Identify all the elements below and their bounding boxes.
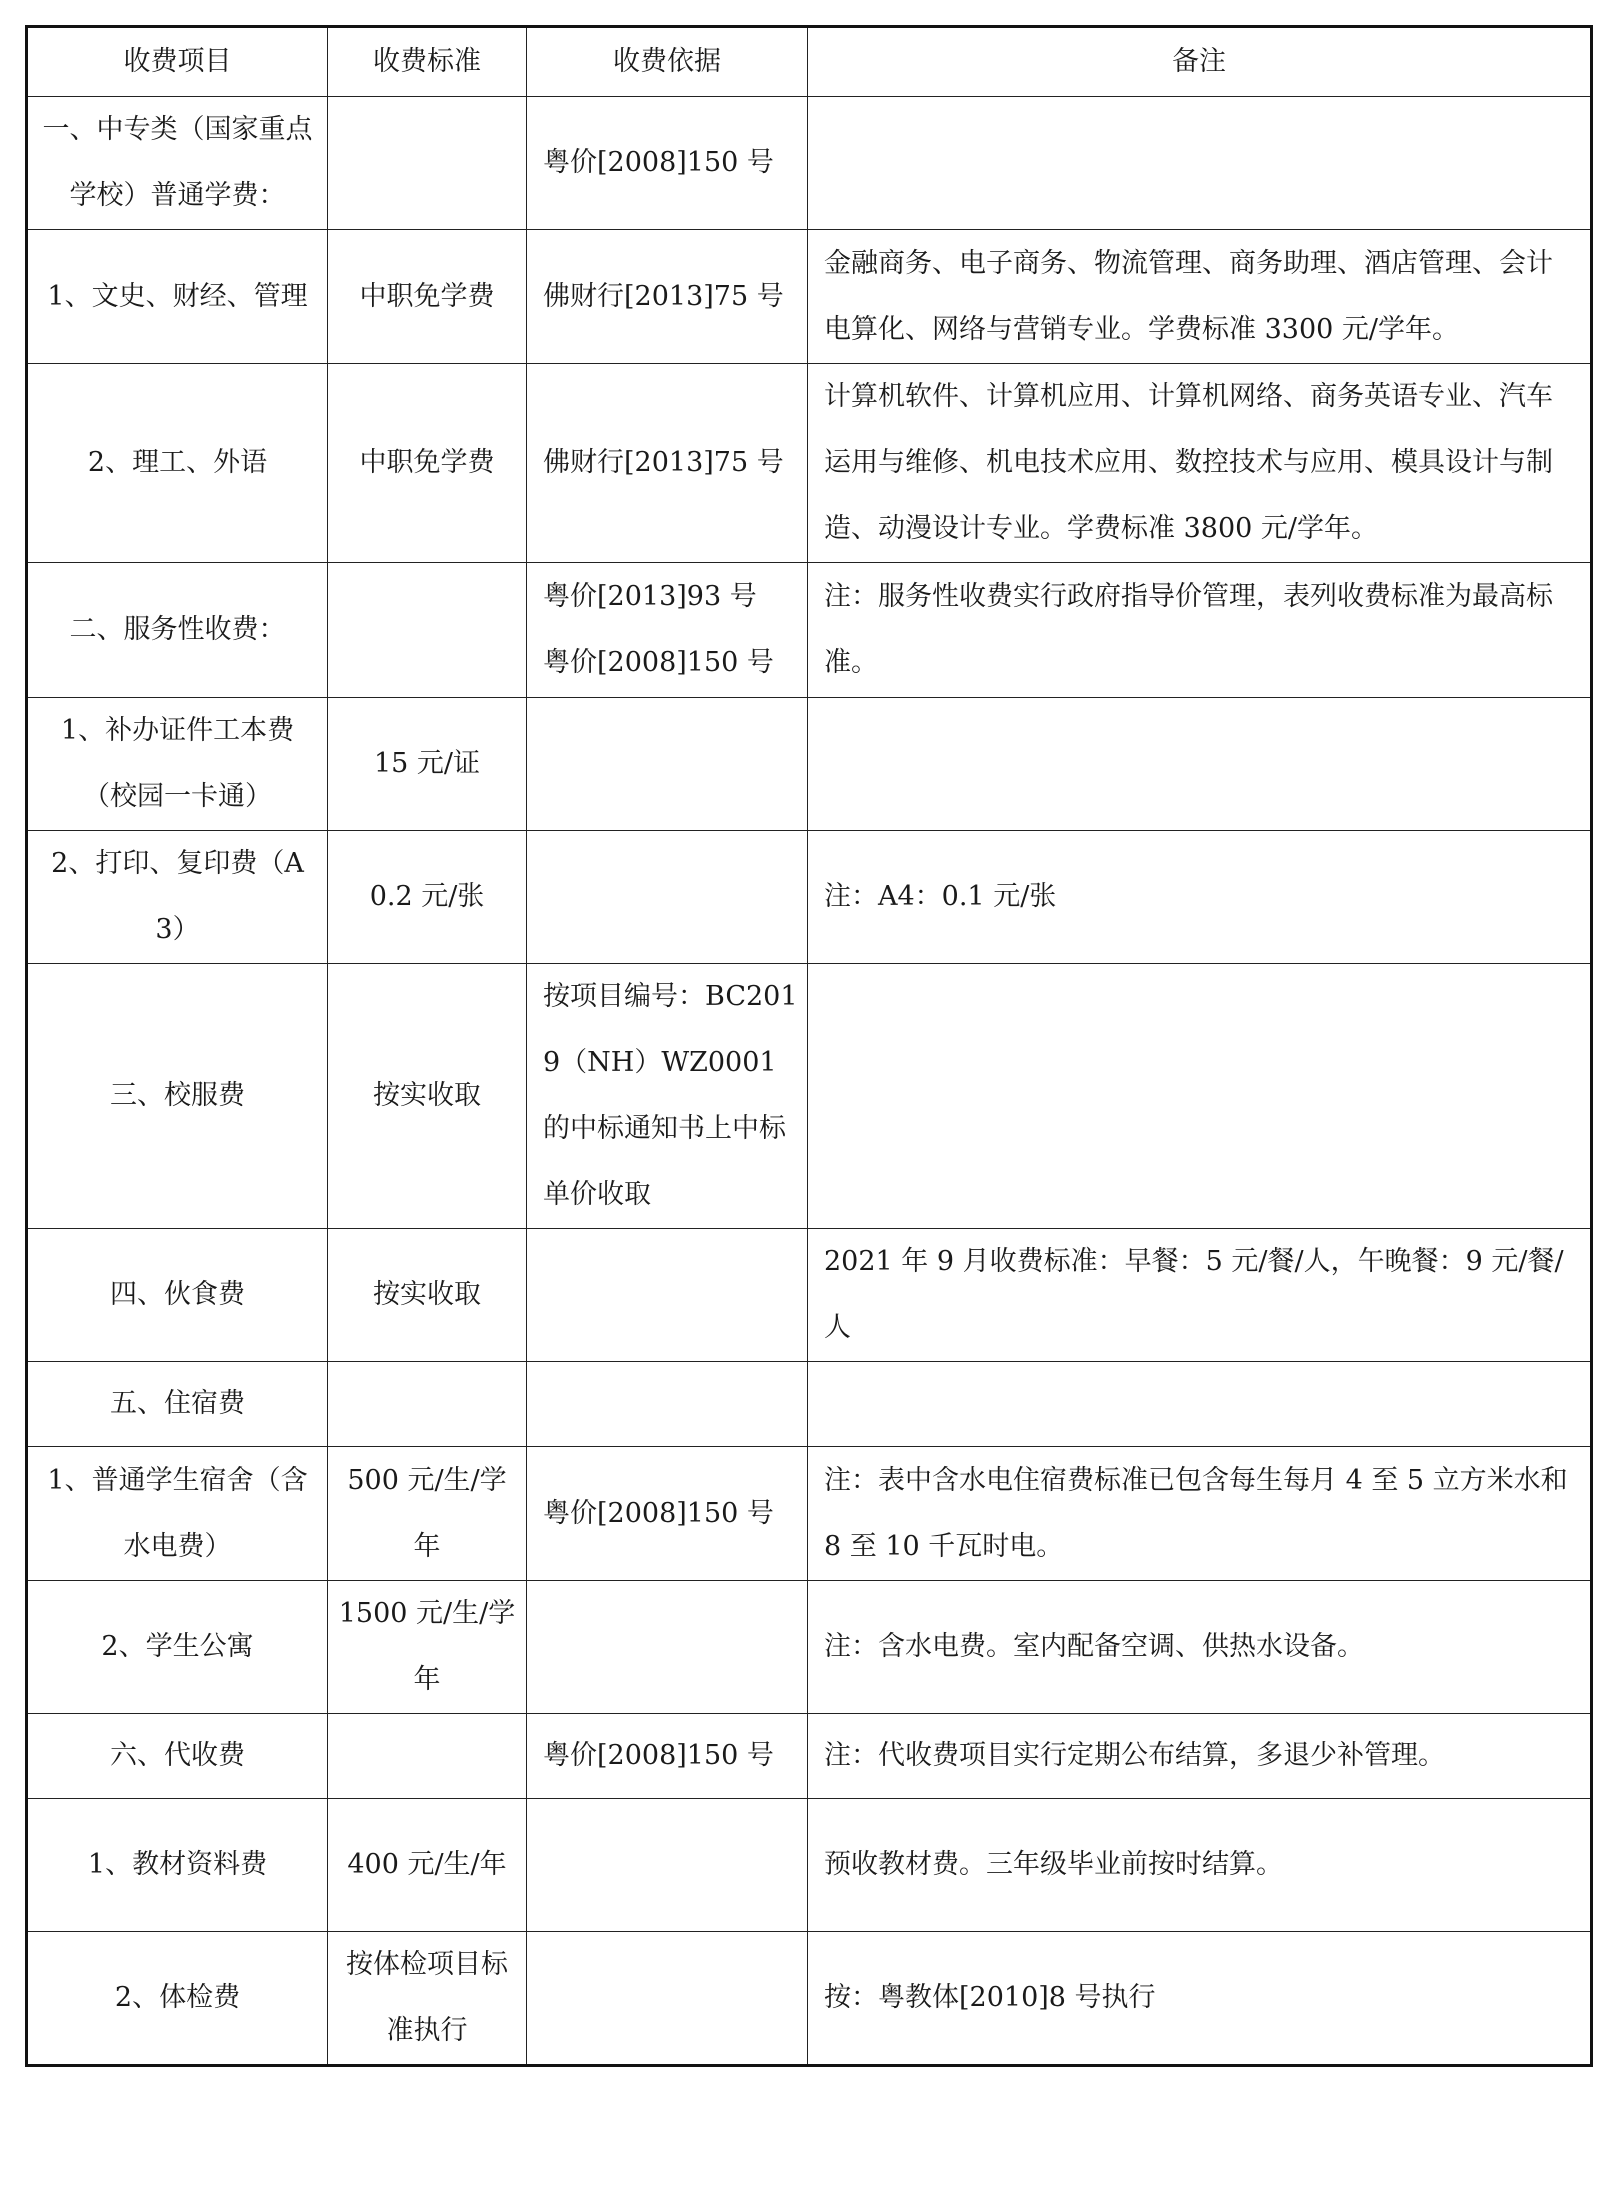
cell-note: 注：代收费项目实行定期公布结算，多退少补管理。 — [808, 1714, 1592, 1799]
table-row — [27, 1362, 1592, 1447]
cell-standard: 400 元/生/年 — [328, 1799, 527, 1932]
cell-basis: 粤价[2008]150 号 — [527, 97, 808, 230]
table-body — [27, 97, 1592, 2066]
cell-item: 2、理工、外语 — [27, 364, 328, 563]
cell-item: 二、服务性收费： — [27, 563, 328, 698]
header-item: 收费项目 — [27, 27, 328, 97]
cell-item: 2、学生公寓 — [27, 1581, 328, 1714]
cell-note: 按：粤教体[2010]8 号执行 — [808, 1932, 1592, 2066]
cell-standard: 中职免学费 — [328, 364, 527, 563]
table-row — [27, 831, 1592, 964]
cell-standard: 1500 元/生/学年 — [328, 1581, 527, 1714]
cell-item: 2、打印、复印费（A3） — [27, 831, 328, 964]
cell-standard: 0.2 元/张 — [328, 831, 527, 964]
cell-standard: 500 元/生/学年 — [328, 1447, 527, 1581]
cell-item: 五、住宿费 — [27, 1362, 328, 1447]
cell-standard — [328, 1362, 527, 1447]
cell-basis — [527, 1799, 808, 1932]
header-standard: 收费标准 — [328, 27, 527, 97]
table-row — [27, 1932, 1592, 2066]
cell-note — [808, 964, 1592, 1229]
table-row — [27, 230, 1592, 364]
cell-note: 计算机软件、计算机应用、计算机网络、商务英语专业、汽车运用与维修、机电技术应用、数控技术与应用、模具设计与制造、动漫设计专业。学费标准 3800 元/学年。 — [808, 364, 1592, 563]
cell-basis: 佛财行[2013]75 号 — [527, 364, 808, 563]
cell-basis: 粤价[2013]93 号 粤价[2008]150 号 — [527, 563, 808, 698]
table-row — [27, 97, 1592, 230]
cell-standard: 按实收取 — [328, 1229, 527, 1362]
cell-item: 六、代收费 — [27, 1714, 328, 1799]
cell-basis — [527, 1932, 808, 2066]
table-row — [27, 1799, 1592, 1932]
header-note: 备注 — [808, 27, 1592, 97]
cell-item: 1、文史、财经、管理 — [27, 230, 328, 364]
cell-basis — [527, 831, 808, 964]
cell-standard: 中职免学费 — [328, 230, 527, 364]
cell-note — [808, 1362, 1592, 1447]
cell-note: 注：服务性收费实行政府指导价管理，表列收费标准为最高标准。 — [808, 563, 1592, 698]
cell-item: 1、普通学生宿舍（含水电费） — [27, 1447, 328, 1581]
cell-basis: 粤价[2008]150 号 — [527, 1714, 808, 1799]
cell-basis — [527, 1229, 808, 1362]
cell-basis: 按项目编号：BC2019（NH）WZ0001 的中标通知书上中标单价收取 — [527, 964, 808, 1229]
cell-note: 注：含水电费。室内配备空调、供热水设备。 — [808, 1581, 1592, 1714]
cell-standard — [328, 563, 527, 698]
cell-item: 一、中专类（国家重点学校）普通学费： — [27, 97, 328, 230]
table-row — [27, 964, 1592, 1229]
cell-item: 三、校服费 — [27, 964, 328, 1229]
table-row — [27, 1581, 1592, 1714]
cell-note: 2021 年 9 月收费标准：早餐：5 元/餐/人，午晚餐：9 元/餐/人 — [808, 1229, 1592, 1362]
cell-note: 金融商务、电子商务、物流管理、商务助理、酒店管理、会计电算化、网络与营销专业。学费标准 3300 元/学年。 — [808, 230, 1592, 364]
cell-basis — [527, 1362, 808, 1447]
cell-item: 1、教材资料费 — [27, 1799, 328, 1932]
cell-standard: 15 元/证 — [328, 698, 527, 831]
cell-standard: 按实收取 — [328, 964, 527, 1229]
cell-basis — [527, 1581, 808, 1714]
cell-basis: 粤价[2008]150 号 — [527, 1447, 808, 1581]
table-row — [27, 1229, 1592, 1362]
cell-item: 四、伙食费 — [27, 1229, 328, 1362]
header-basis: 收费依据 — [527, 27, 808, 97]
cell-item: 2、体检费 — [27, 1932, 328, 2066]
cell-standard: 按体检项目标准执行 — [328, 1932, 527, 2066]
fee-table — [25, 25, 1593, 2067]
cell-standard — [328, 97, 527, 230]
cell-note — [808, 698, 1592, 831]
table-row — [27, 1714, 1592, 1799]
table-header-row — [27, 27, 1592, 97]
cell-standard — [328, 1714, 527, 1799]
cell-basis: 佛财行[2013]75 号 — [527, 230, 808, 364]
cell-item: 1、补办证件工本费（校园一卡通） — [27, 698, 328, 831]
table-row — [27, 364, 1592, 563]
cell-note: 注：表中含水电住宿费标准已包含每生每月 4 至 5 立方米水和 8 至 10 千瓦时电。 — [808, 1447, 1592, 1581]
cell-basis — [527, 698, 808, 831]
cell-note — [808, 97, 1592, 230]
table-row — [27, 1447, 1592, 1581]
cell-note: 预收教材费。三年级毕业前按时结算。 — [808, 1799, 1592, 1932]
table-row — [27, 563, 1592, 698]
table-row — [27, 698, 1592, 831]
cell-note: 注：A4：0.1 元/张 — [808, 831, 1592, 964]
